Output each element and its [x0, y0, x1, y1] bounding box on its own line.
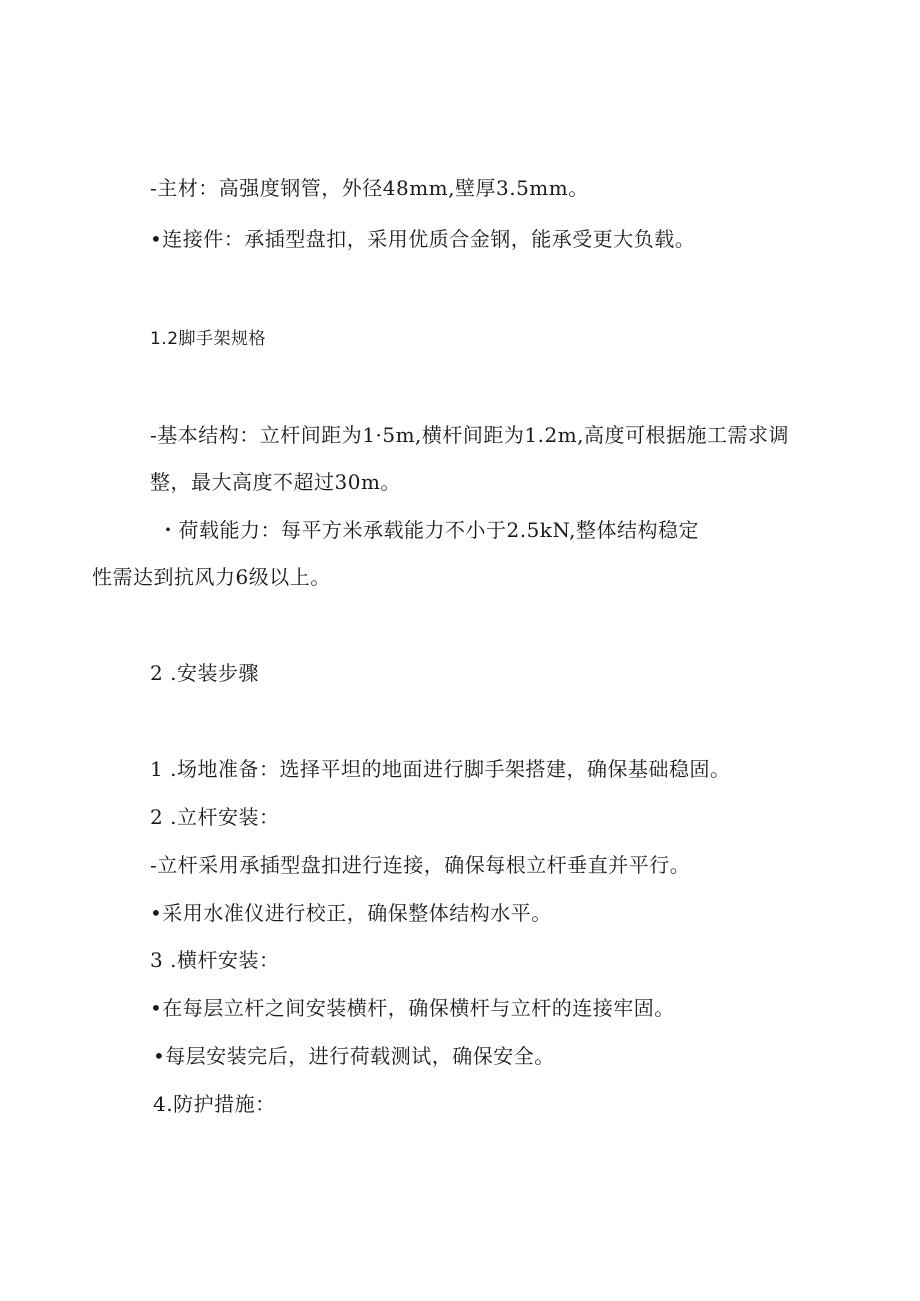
load-capacity-line: ・荷载能力：每平方米承载能力不小于2.5kN,整体结构稳定	[158, 518, 700, 542]
step-site-prep: 1 .场地准备：选择平坦的地面进行脚手架搭建，确保基础稳固。	[150, 757, 731, 781]
section-heading-install: 2 .安装步骤	[150, 661, 259, 685]
step-post-install: 2 .立杆安装：	[150, 805, 280, 829]
step-protection: 4.防护措施：	[153, 1092, 276, 1116]
leveling-line: •采用水准仪进行校正，确保整体结构水平。	[150, 901, 552, 925]
load-capacity-continuation: 性需达到抗风力6级以上。	[92, 565, 331, 589]
post-connection-line: -立杆采用承插型盘扣进行连接，确保每根立杆垂直并平行。	[150, 853, 691, 877]
basic-structure-line: -基本结构：立杆间距为1·5m,横杆间距为1.2m,高度可根据施工需求调	[150, 423, 790, 447]
load-test-line: •每层安装完后，进行荷载测试，确保安全。	[153, 1044, 555, 1068]
crossbar-line: •在每层立杆之间安装横杆，确保横杆与立杆的连接牢固。	[150, 996, 675, 1020]
section-heading-spec: 1.2脚手架规格	[150, 329, 267, 349]
basic-structure-continuation: 整，最大高度不超过30m。	[150, 470, 401, 494]
step-crossbar-install: 3 .横杆安装：	[150, 948, 280, 972]
connector-line: •连接件：承插型盘扣，采用优质合金钢，能承受更大负载。	[150, 227, 696, 251]
material-main-line: -主材：高强度钢管，外径48mm,壁厚3.5mm。	[150, 176, 589, 200]
